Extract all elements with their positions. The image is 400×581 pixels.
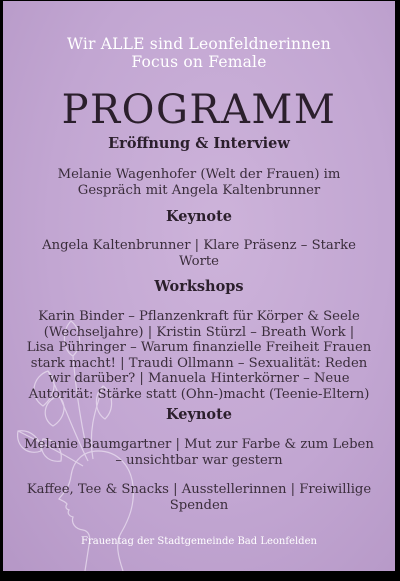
section-text-keynote-1 (3, 238, 395, 269)
section-text-keynote-2 (3, 437, 395, 468)
section-heading-keynote-2: Keynote (165, 406, 233, 423)
section-heading-workshops: Workshops (154, 278, 244, 295)
section-text-workshops (3, 309, 395, 402)
section-heading-opening: Eröffnung & Interview (108, 135, 290, 152)
page-title: PROGRAMM (61, 87, 337, 133)
text-line: stark macht! | Traudi Ollmann – Sexualität: Reden (30, 355, 368, 371)
text-line: Gespräch mit Angela Kaltenbrunner (77, 182, 321, 198)
text-line: – unsichtbar war gestern (115, 452, 283, 468)
text-line: Melanie Wagenhofer (Welt der Frauen) im (57, 167, 341, 182)
text-line: Melanie Baumgartner | Mut zur Farbe & zum Leben (24, 437, 374, 452)
program-flyer (3, 1, 395, 571)
text-line: Spenden (169, 497, 229, 513)
text-line: wir darüber? | Manuela Hinterkörner – Neue (48, 371, 350, 386)
section-text-extras (3, 482, 395, 513)
text-line: Kaffee, Tee & Snacks | Ausstellerinnen | Freiwillige (26, 482, 372, 497)
text-line: Lisa Pühringer – Warum finanzielle Freiheit Frauen (26, 340, 372, 355)
section-text-opening (3, 167, 395, 198)
text-line: Karin Binder – Pflanzenkraft für Körper & Seele (38, 309, 360, 324)
text-line: Angela Kaltenbrunner | Klare Präsenz – Starke (42, 238, 356, 253)
section-heading-keynote-1: Keynote (165, 208, 233, 225)
footer-text: Frauentag der Stadtgemeinde Bad Leonfelden (81, 536, 317, 547)
text-line: Worte (178, 253, 219, 269)
header-line-2: Focus on Female (131, 53, 267, 71)
text-line: Autorität: Stärke statt (Ohn-)macht (Teenie-Eltern) (28, 386, 370, 402)
header-line-1: Wir ALLE sind Leonfeldnerinnen (67, 35, 331, 53)
text-line: (Wechseljahre) | Kristin Stürzl – Breath Work | (43, 324, 355, 340)
